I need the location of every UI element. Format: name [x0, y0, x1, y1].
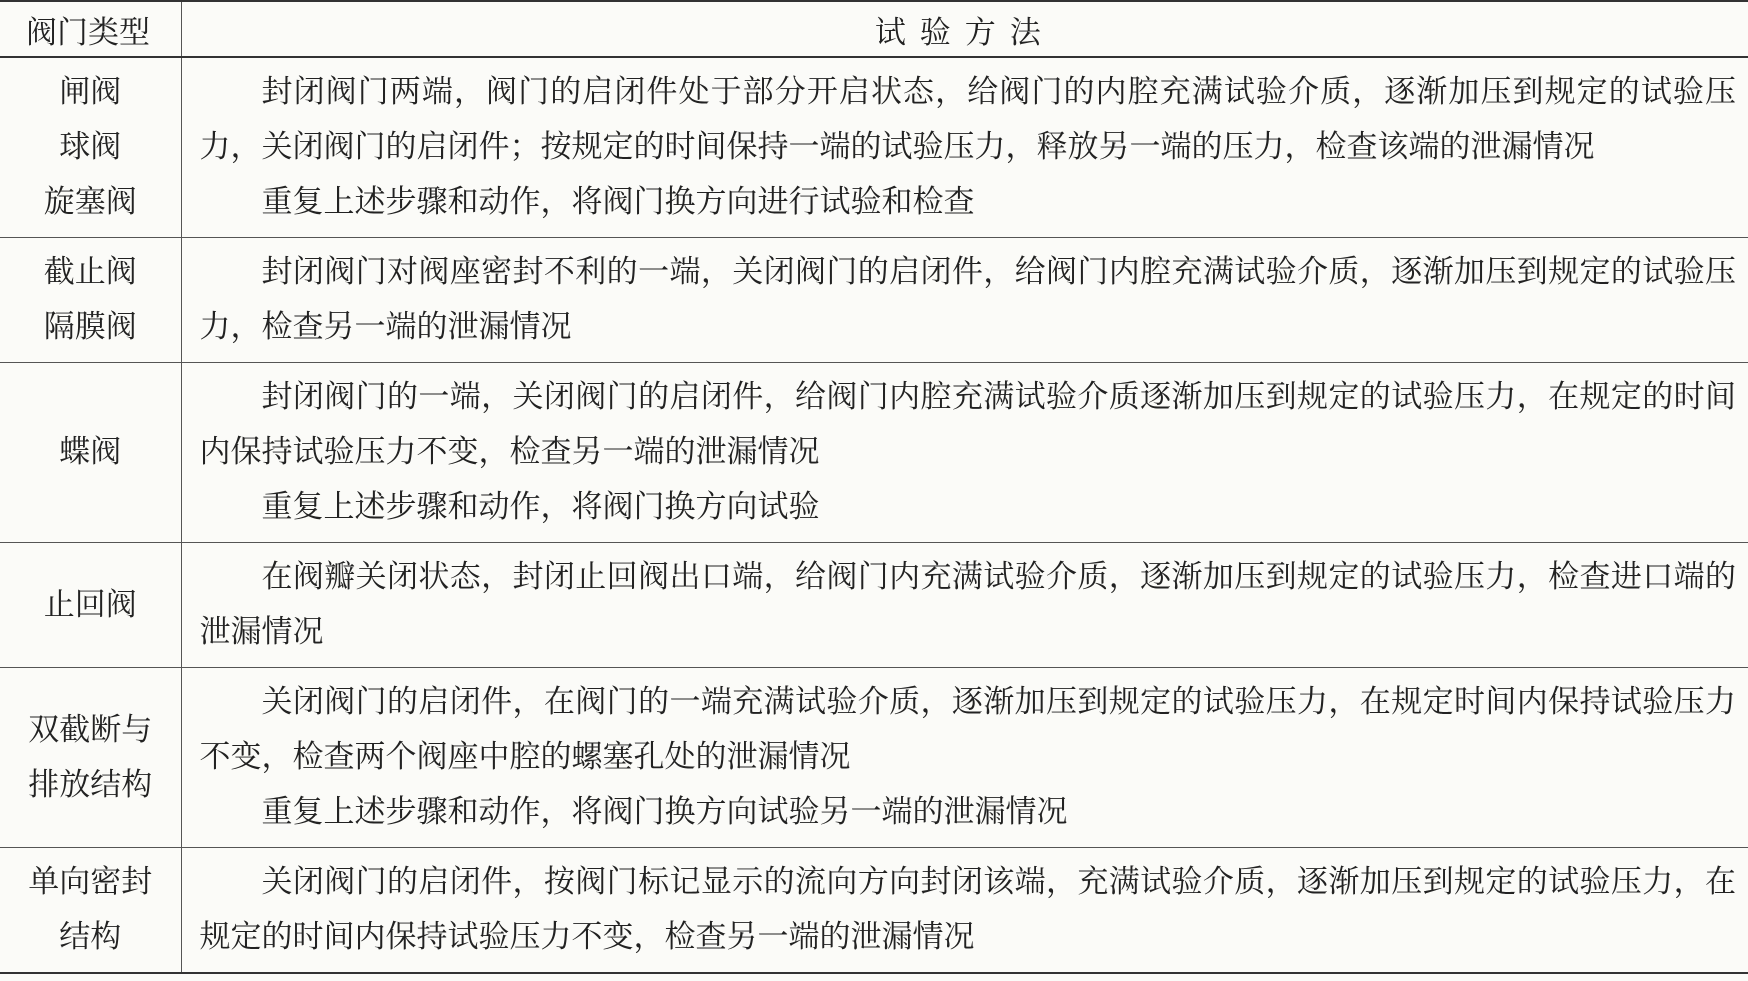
- valve-type-name: 闸阀: [59, 74, 122, 110]
- valve-type-name: 单向密封: [28, 864, 153, 900]
- table-row: [0, 238, 1748, 363]
- valve-type-name: 球阀: [59, 129, 122, 165]
- valve-type-name: 双截断与: [28, 711, 153, 748]
- table-header-row: [0, 1, 1748, 57]
- method-paragraph: 封闭阀门对阀座密封不利的一端，关闭阀门的启闭件，给阀门内腔充满试验介质，逐渐加压到规定的试验压力，检查另一端的泄漏情况: [199, 254, 1736, 345]
- table-row: [0, 543, 1748, 668]
- table-row: [0, 363, 1748, 543]
- valve-type-name: 止回阀: [43, 586, 137, 623]
- header-test-method: 试验方法: [181, 1, 1748, 57]
- table-row: [0, 57, 1748, 238]
- valve-type-cell: [0, 543, 181, 668]
- method-paragraph: 重复上述步骤和动作，将阀门换方向试验: [261, 489, 820, 525]
- valve-type-name: 隔膜阀: [43, 309, 137, 345]
- test-method-cell: [181, 848, 1748, 974]
- method-paragraph: 关闭阀门的启闭件，在阀门的一端充满试验介质，逐渐加压到规定的试验压力，在规定时间内保持试验压力不变，检查两个阀座中腔的螺塞孔处的泄漏情况: [199, 684, 1736, 775]
- table-row: [0, 668, 1748, 848]
- valve-type-name: 截止阀: [43, 254, 137, 290]
- valve-type-name: 旋塞阀: [43, 184, 137, 220]
- method-paragraph: 封闭阀门两端，阀门的启闭件处于部分开启状态，给阀门的内腔充满试验介质，逐渐加压到规定的试验压力，关闭阀门的启闭件；按规定的时间保持一端的试验压力，释放另一端的压力，检查该端的泄漏情况: [199, 74, 1736, 165]
- test-method-cell: [181, 363, 1748, 543]
- method-paragraph: 封闭阀门的一端，关闭阀门的启闭件，给阀门内腔充满试验介质逐渐加压到规定的试验压力，在规定的时间内保持试验压力不变，检查另一端的泄漏情况: [199, 379, 1736, 470]
- method-paragraph: 重复上述步骤和动作，将阀门换方向试验另一端的泄漏情况: [261, 794, 1068, 830]
- test-method-cell: [181, 668, 1748, 848]
- valve-type-name: 蝶阀: [59, 434, 122, 470]
- test-method-cell: [181, 57, 1748, 238]
- valve-type-cell: [0, 848, 181, 974]
- test-method-cell: [181, 543, 1748, 668]
- method-paragraph: 关闭阀门的启闭件，按阀门标记显示的流向方向封闭该端，充满试验介质，逐渐加压到规定的试验压力，在规定的时间内保持试验压力不变，检查另一端的泄漏情况: [199, 864, 1736, 955]
- valve-type-cell: [0, 363, 181, 543]
- valve-type-name: 排放结构: [28, 766, 153, 803]
- table-row: [0, 848, 1748, 974]
- method-paragraph: 重复上述步骤和动作，将阀门换方向进行试验和检查: [261, 184, 975, 220]
- valve-type-cell: [0, 668, 181, 848]
- valve-type-name: 结构: [59, 919, 122, 955]
- header-valve-type: 阀门类型: [0, 1, 181, 57]
- valve-type-cell: [0, 238, 181, 363]
- test-method-cell: [181, 238, 1748, 363]
- valve-type-cell: [0, 57, 181, 238]
- method-paragraph: 在阀瓣关闭状态，封闭止回阀出口端，给阀门内充满试验介质，逐渐加压到规定的试验压力，检查进口端的泄漏情况: [199, 559, 1736, 650]
